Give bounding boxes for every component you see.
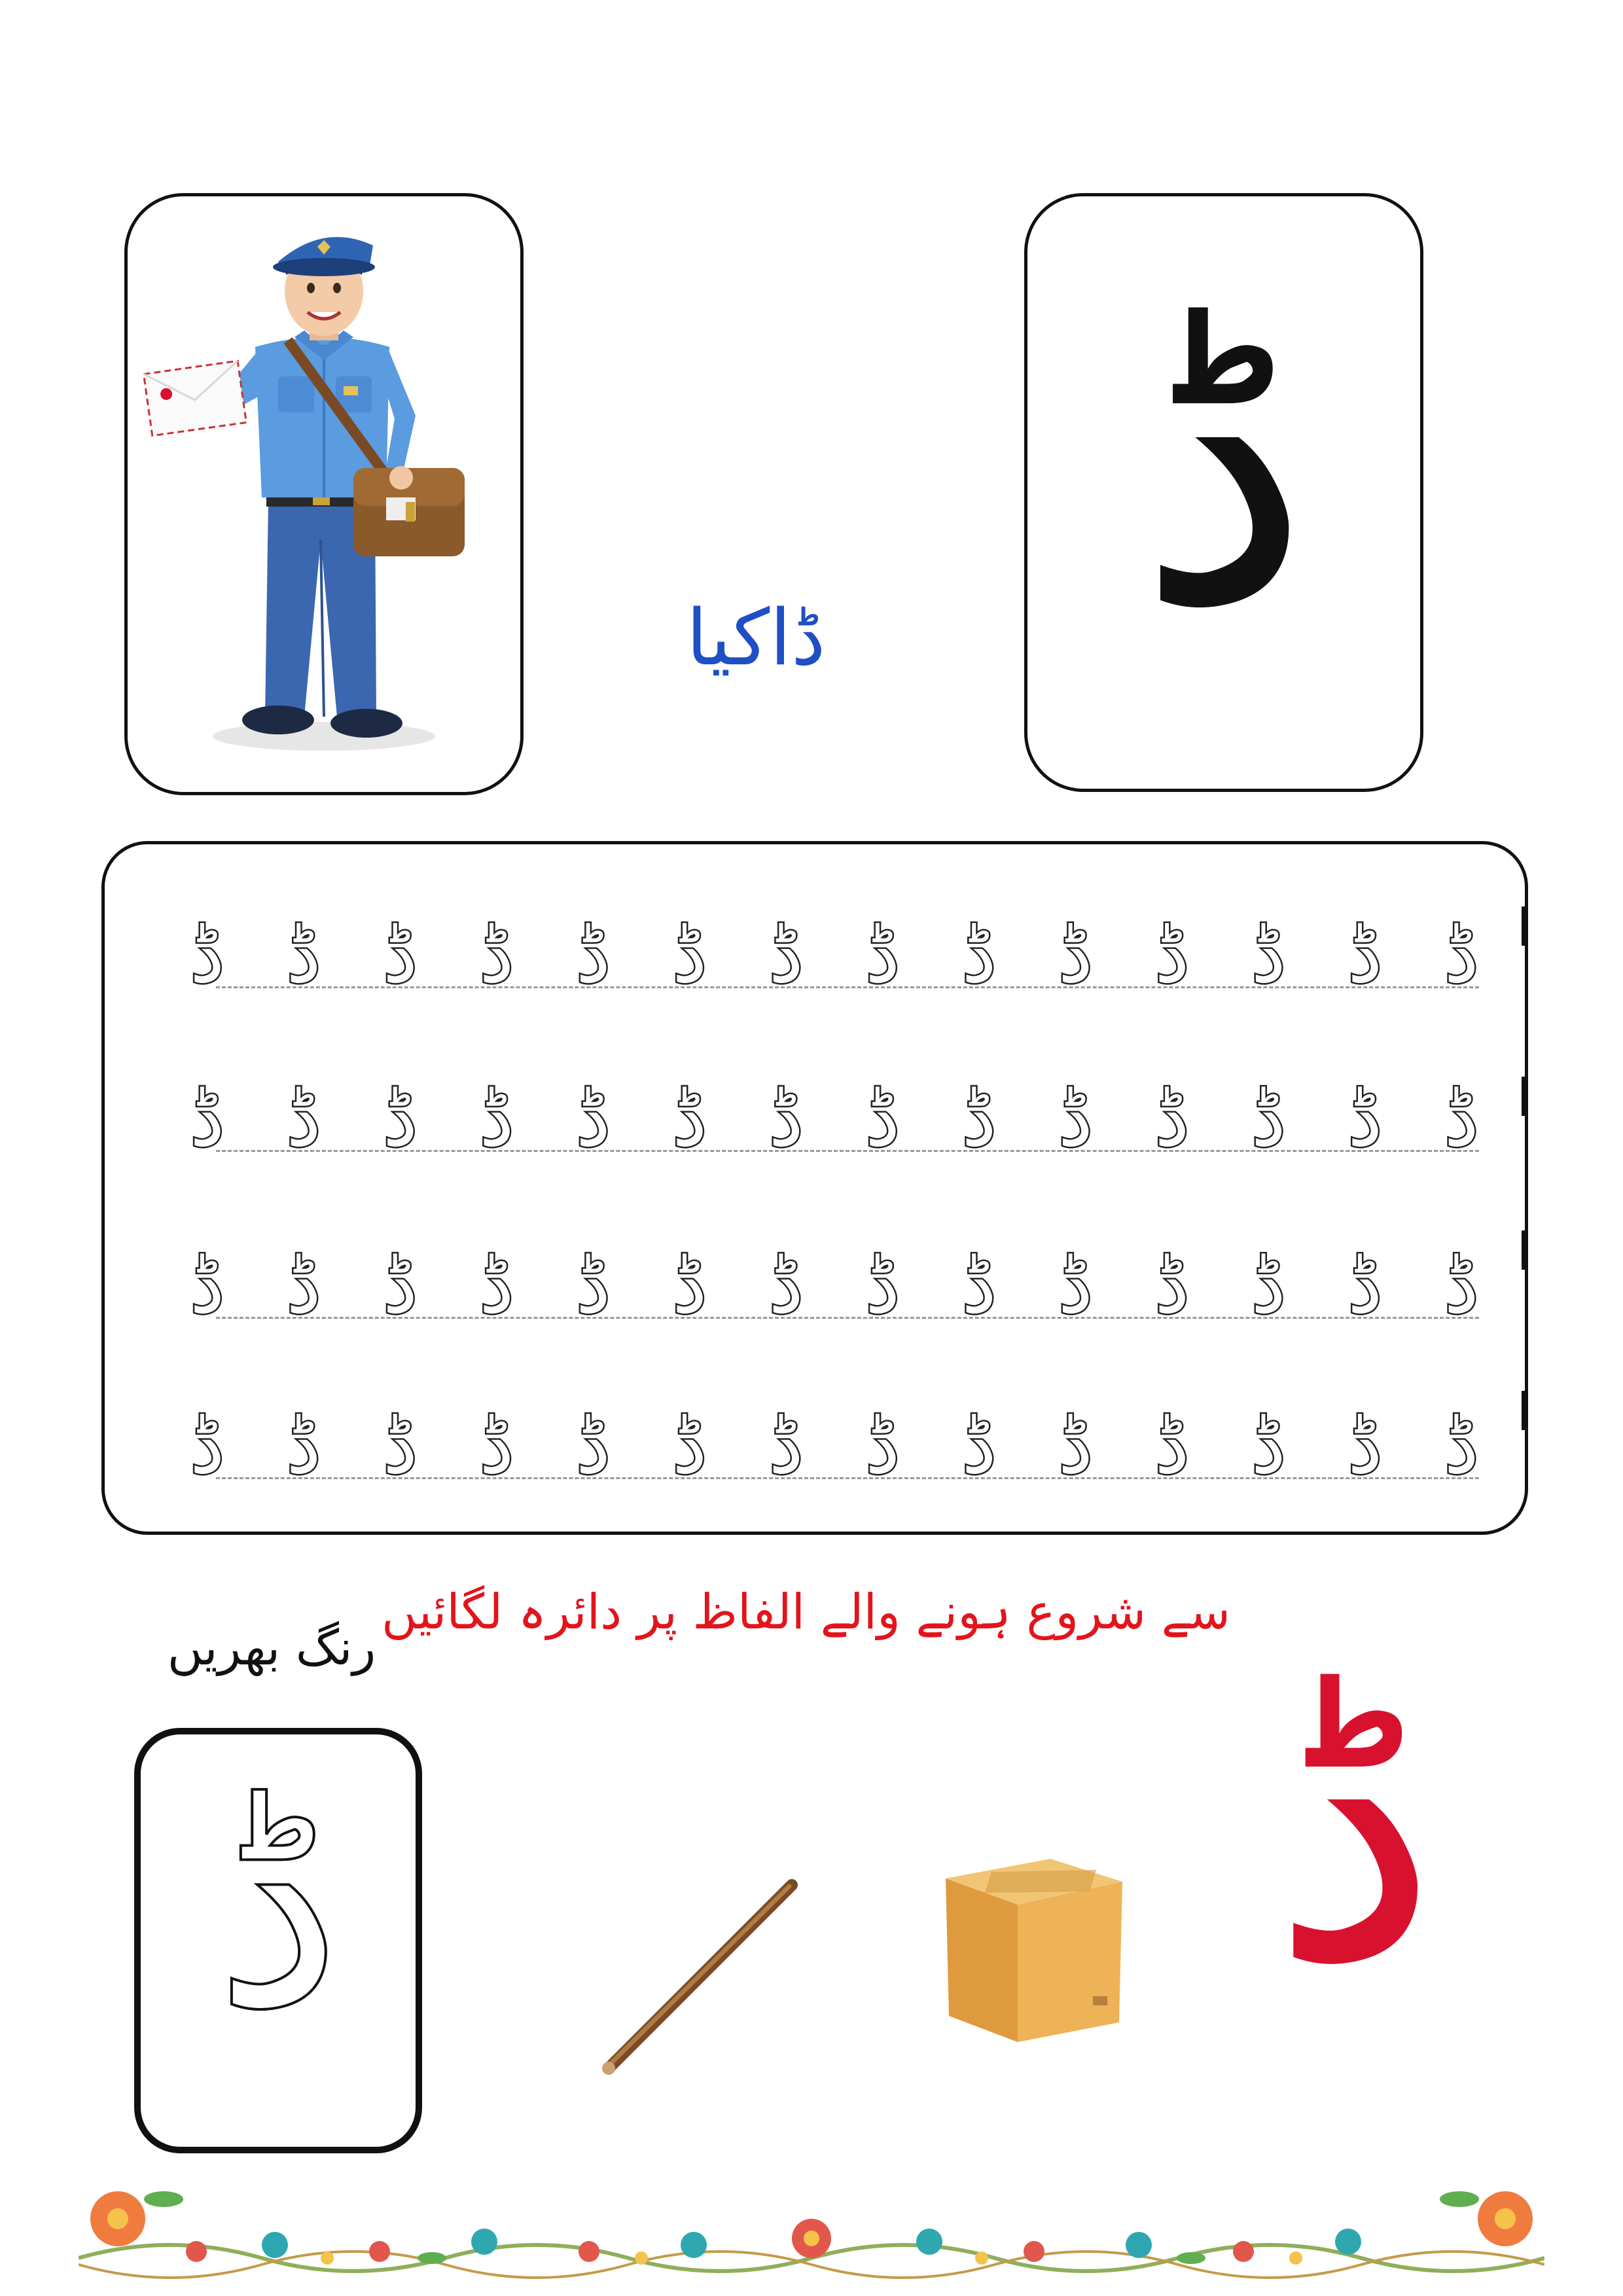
trace-glyph[interactable]: ڈ bbox=[961, 910, 997, 1001]
trace-glyph[interactable]: ڈ bbox=[1058, 1401, 1094, 1492]
outline-letter[interactable]: ڈ bbox=[214, 1737, 342, 2072]
trace-glyph[interactable]: ڈ bbox=[1154, 1240, 1190, 1331]
trace-glyph[interactable]: ڈ bbox=[865, 910, 901, 1001]
trace-glyph[interactable]: ڈ bbox=[1444, 1073, 1479, 1164]
trace-glyph[interactable]: ڈ bbox=[1347, 1240, 1383, 1331]
trace-glyph[interactable]: ڈ bbox=[479, 910, 514, 1001]
trace-glyph[interactable]: ڈ bbox=[382, 1240, 418, 1331]
trace-glyph[interactable]: ڈ bbox=[1058, 910, 1094, 1001]
trace-glyph[interactable]: ڈ bbox=[1251, 1240, 1287, 1331]
trace-glyph[interactable]: ڈ bbox=[479, 1240, 514, 1331]
trace-row-2 bbox=[190, 1034, 1479, 1165]
trace-glyph-group bbox=[190, 1201, 1479, 1331]
trace-glyph[interactable]: ڈ bbox=[768, 1073, 804, 1164]
trace-glyph[interactable]: ڈ bbox=[1058, 1073, 1094, 1164]
trace-glyph-group bbox=[190, 1034, 1479, 1164]
trace-glyph[interactable]: ڈ bbox=[1444, 910, 1479, 1001]
trace-glyph[interactable]: ڈ bbox=[286, 1401, 321, 1492]
trace-glyph[interactable]: ڈ bbox=[672, 910, 707, 1001]
circle-instruction: سے شروع ہونے والے الفاظ پر دائرہ لگائیں bbox=[382, 1584, 1230, 1640]
trace-glyph[interactable]: ڈ bbox=[961, 1401, 997, 1492]
trace-row-4 bbox=[190, 1361, 1479, 1492]
trace-glyph[interactable]: ڈ bbox=[672, 1073, 707, 1164]
box-edge-tick bbox=[1522, 1077, 1525, 1116]
trace-glyph[interactable]: ڈ bbox=[479, 1401, 514, 1492]
trace-glyph[interactable]: ڈ bbox=[1347, 1401, 1383, 1492]
trace-row-1 bbox=[190, 870, 1479, 1001]
trace-glyph[interactable]: ڈ bbox=[286, 1240, 321, 1331]
trace-glyph[interactable]: ڈ bbox=[1251, 910, 1287, 1001]
trace-glyph[interactable]: ڈ bbox=[865, 1240, 901, 1331]
trace-glyph[interactable]: ڈ bbox=[382, 1401, 418, 1492]
trace-glyph[interactable]: ڈ bbox=[382, 1073, 418, 1164]
box-edge-tick bbox=[1522, 1391, 1525, 1430]
trace-glyph[interactable]: ڈ bbox=[672, 1401, 707, 1492]
trace-glyph[interactable]: ڈ bbox=[286, 1073, 321, 1164]
trace-glyph[interactable]: ڈ bbox=[575, 1240, 611, 1331]
trace-glyph-group bbox=[190, 1361, 1479, 1492]
trace-glyph[interactable]: ڈ bbox=[865, 1073, 901, 1164]
trace-glyph[interactable]: ڈ bbox=[575, 1073, 611, 1164]
trace-glyph-group bbox=[190, 870, 1479, 1001]
trace-glyph[interactable]: ڈ bbox=[1154, 1401, 1190, 1492]
color-instruction: رنگ بھریں bbox=[167, 1620, 376, 1676]
trace-glyph[interactable]: ڈ bbox=[1251, 1073, 1287, 1164]
trace-glyph[interactable]: ڈ bbox=[1444, 1240, 1479, 1331]
red-letter: ڈ bbox=[1270, 1605, 1440, 2047]
trace-glyph[interactable]: ڈ bbox=[768, 1240, 804, 1331]
trace-glyph[interactable]: ڈ bbox=[190, 1240, 225, 1331]
trace-glyph[interactable]: ڈ bbox=[961, 1073, 997, 1164]
tracing-practice-box bbox=[101, 841, 1528, 1535]
trace-glyph[interactable]: ڈ bbox=[479, 1073, 514, 1164]
trace-glyph[interactable]: ڈ bbox=[961, 1240, 997, 1331]
trace-glyph[interactable]: ڈ bbox=[1347, 910, 1383, 1001]
stick-icon[interactable] bbox=[596, 1872, 805, 2081]
trace-glyph[interactable]: ڈ bbox=[768, 910, 804, 1001]
box-edge-tick bbox=[1522, 906, 1525, 946]
trace-glyph[interactable]: ڈ bbox=[575, 1401, 611, 1492]
trace-glyph[interactable]: ڈ bbox=[190, 910, 225, 1001]
trace-glyph[interactable]: ڈ bbox=[672, 1240, 707, 1331]
trace-glyph[interactable]: ڈ bbox=[190, 1073, 225, 1164]
box-icon[interactable] bbox=[919, 1833, 1142, 2055]
floral-border-icon bbox=[79, 2160, 1544, 2281]
trace-row-3 bbox=[190, 1201, 1479, 1332]
postman-card bbox=[124, 193, 524, 795]
word-label: ڈاکیا bbox=[686, 592, 826, 683]
letter-card bbox=[1024, 193, 1423, 792]
trace-glyph[interactable]: ڈ bbox=[190, 1401, 225, 1492]
trace-glyph[interactable]: ڈ bbox=[1347, 1073, 1383, 1164]
trace-glyph[interactable]: ڈ bbox=[1444, 1401, 1479, 1492]
box-edge-tick bbox=[1522, 1230, 1525, 1270]
trace-glyph[interactable]: ڈ bbox=[1251, 1401, 1287, 1492]
trace-glyph[interactable]: ڈ bbox=[865, 1401, 901, 1492]
coloring-card bbox=[134, 1728, 422, 2153]
trace-glyph[interactable]: ڈ bbox=[382, 910, 418, 1001]
trace-glyph[interactable]: ڈ bbox=[1154, 910, 1190, 1001]
trace-glyph[interactable]: ڈ bbox=[1154, 1073, 1190, 1164]
trace-glyph[interactable]: ڈ bbox=[286, 910, 321, 1001]
letter-display: ڈ bbox=[1136, 236, 1311, 693]
trace-glyph[interactable]: ڈ bbox=[768, 1401, 804, 1492]
trace-glyph[interactable]: ڈ bbox=[1058, 1240, 1094, 1331]
trace-glyph[interactable]: ڈ bbox=[575, 910, 611, 1001]
postman-icon bbox=[128, 196, 520, 792]
